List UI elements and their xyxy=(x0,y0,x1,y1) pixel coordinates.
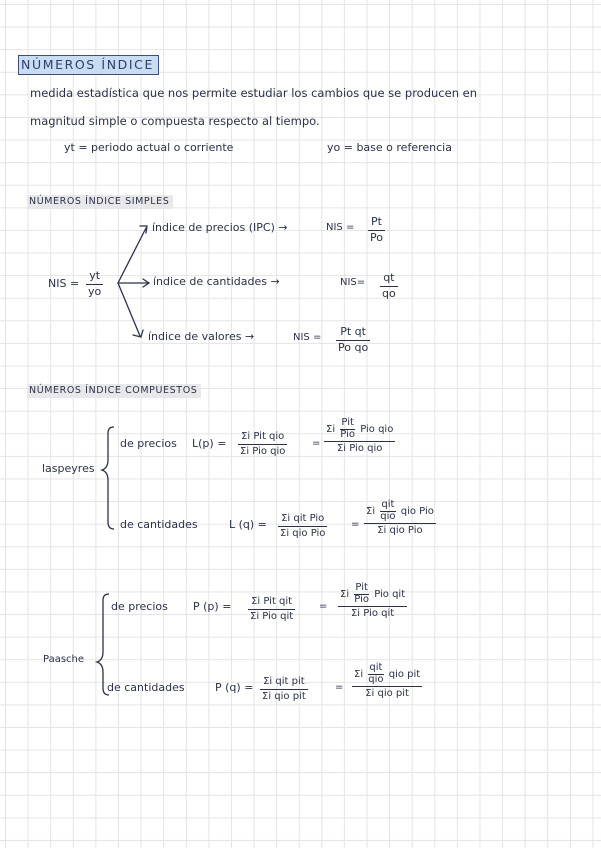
precios-index-label: índice de precios (IPC) → xyxy=(152,221,288,234)
post: Pio qio xyxy=(360,424,394,435)
laspeyres-cantidades-f1-den: Σi qio Pio xyxy=(280,527,326,539)
laspeyres-precios-f1-num: Σi Pit qio xyxy=(238,431,287,445)
post: Pio qit xyxy=(374,589,406,600)
laspeyres-cantidades-fraction-2 xyxy=(364,500,436,537)
laspeyres-precios-fraction xyxy=(238,431,287,457)
laspeyres-cantidades-label: de cantidades xyxy=(120,518,198,531)
paasche-cantidades-label: de cantidades xyxy=(107,681,185,694)
post: qio Pio xyxy=(400,506,434,517)
paasche-precios-lhs: P (p) = xyxy=(193,600,232,613)
paasche-precios-f1-num: Σi Pit qit xyxy=(248,596,295,610)
laspeyres-precios-f2-den: Σi Pio qio xyxy=(336,443,383,454)
paasche-precios-eq: = xyxy=(319,601,328,612)
paasche-cantidades-f1-den: Σi qio pit xyxy=(262,690,306,702)
nis-denominator: yo xyxy=(88,284,102,298)
nis-label: NIS = xyxy=(48,277,80,290)
paasche-precios-f2-den: Σi Pio qit xyxy=(350,608,395,619)
simples-heading: NÚMEROS ÍNDICE SIMPLES xyxy=(27,195,173,209)
inner-fraction xyxy=(340,418,355,440)
paasche-cantidades-f2-den: Σi qio pit xyxy=(365,688,409,699)
yt-definition: yt = periodo actual o corriente xyxy=(64,141,234,154)
sigma: Σi xyxy=(340,589,350,600)
sigma: Σi xyxy=(354,669,364,680)
cantidades-fraction xyxy=(380,272,398,300)
inner-den: qio xyxy=(380,510,396,522)
compuestos-heading: NÚMEROS ÍNDICE COMPUESTOS xyxy=(27,384,201,398)
precios-denominator: Po xyxy=(370,230,383,244)
laspeyres-label: laspeyres xyxy=(42,462,95,475)
paasche-cantidades-f1-num: Σi qit pit xyxy=(260,676,308,690)
laspeyres-cantidades-f1-num: Σi qit Pio xyxy=(278,513,327,527)
laspeyres-precios-f2-num xyxy=(324,418,395,442)
valores-index-label: índice de valores → xyxy=(148,330,255,343)
laspeyres-precios-fraction-2 xyxy=(324,418,395,455)
inner-num: qit xyxy=(381,499,395,510)
page-title: NÚMEROS ÍNDICE xyxy=(18,55,159,75)
paasche-cantidades-fraction xyxy=(260,676,308,702)
paasche-label: Paasche xyxy=(43,654,85,665)
valores-numerator: Pt qt xyxy=(336,326,370,341)
paasche-cantidades-lhs: P (q) = xyxy=(215,681,254,694)
cantidades-denominator: qo xyxy=(382,286,396,300)
paasche-precios-fraction-2 xyxy=(338,583,407,620)
inner-num: qit xyxy=(369,662,383,673)
inner-num: Pit xyxy=(355,582,368,593)
precios-nis-label: NIS = xyxy=(326,222,355,233)
inner-fraction xyxy=(380,500,395,522)
inner-den: Pio xyxy=(340,428,356,440)
laspeyres-precios-eq: = xyxy=(312,438,321,449)
yo-definition: yo = base o referencia xyxy=(327,141,452,154)
laspeyres-cantidades-lhs: L (q) = xyxy=(229,518,267,531)
intro-line-1: medida estadística que nos permite estudiar los cambios que se producen en xyxy=(30,86,478,100)
valores-denominator: Po qo xyxy=(338,340,369,354)
valores-fraction xyxy=(336,326,370,354)
laspeyres-cantidades-eq: = xyxy=(351,519,360,530)
precios-fraction xyxy=(368,216,385,244)
nis-numerator: yt xyxy=(86,270,103,285)
laspeyres-cantidades-fraction xyxy=(278,513,327,539)
sigma: Σi xyxy=(366,506,376,517)
cantidades-numerator: qt xyxy=(380,272,398,287)
cantidades-index-label: índice de cantidades → xyxy=(153,275,280,288)
laspeyres-precios-lhs: L(p) = xyxy=(192,437,227,450)
valores-nis-label: NIS = xyxy=(293,332,322,343)
laspeyres-cantidades-f2-num xyxy=(364,500,436,524)
inner-den: Pio xyxy=(354,593,370,605)
inner-fraction xyxy=(354,583,369,605)
paasche-cantidades-eq: = xyxy=(335,682,344,693)
cantidades-nis-label: NIS= xyxy=(340,277,366,288)
paasche-cantidades-f2-num xyxy=(352,663,422,687)
paasche-precios-fraction xyxy=(248,596,295,622)
paasche-precios-label: de precios xyxy=(111,600,168,613)
precios-numerator: Pt xyxy=(368,216,385,231)
paasche-precios-f1-den: Σi Pio qit xyxy=(250,610,294,622)
laspeyres-cantidades-f2-den: Σi qio Pio xyxy=(377,525,423,536)
nis-fraction xyxy=(86,270,103,298)
intro-line-2: magnitud simple o compuesta respecto al tiempo. xyxy=(30,114,320,128)
post: qio pit xyxy=(388,669,421,680)
laspeyres-precios-label: de precios xyxy=(120,437,177,450)
inner-fraction xyxy=(368,663,383,685)
inner-den: qio xyxy=(368,673,384,685)
paasche-precios-f2-num xyxy=(338,583,407,607)
laspeyres-precios-f1-den: Σi Pio qio xyxy=(240,445,286,457)
paasche-cantidades-fraction-2 xyxy=(352,663,422,700)
sigma: Σi xyxy=(326,424,336,435)
inner-num: Pit xyxy=(341,417,354,428)
